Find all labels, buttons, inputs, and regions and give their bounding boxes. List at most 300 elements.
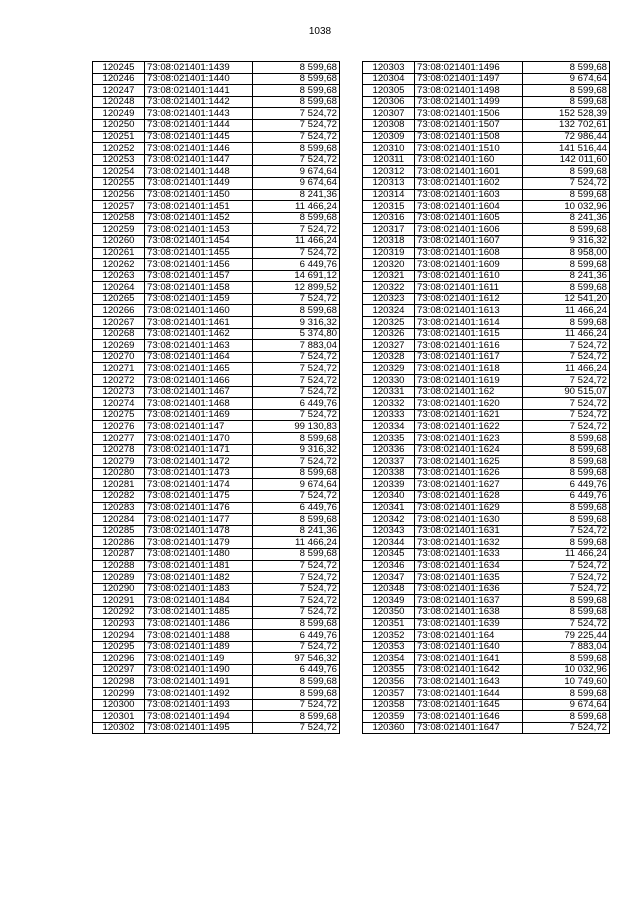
value-cell: 11 466,24 (523, 548, 610, 560)
row-number-cell: 120315 (363, 201, 415, 213)
row-number-cell: 120354 (363, 653, 415, 665)
table-row (93, 572, 340, 584)
row-number-cell: 120301 (93, 711, 145, 723)
row-number-cell: 120322 (363, 282, 415, 294)
row-number-cell: 120263 (93, 270, 145, 282)
table-row (363, 572, 610, 584)
value-cell: 8 599,68 (253, 548, 340, 560)
table-row (363, 247, 610, 259)
row-number-cell: 120277 (93, 433, 145, 445)
value-cell: 8 599,68 (523, 85, 610, 97)
table-row (93, 363, 340, 375)
value-cell: 7 524,72 (523, 525, 610, 537)
table-row (363, 525, 610, 537)
table-row (93, 235, 340, 247)
cadastral-number-cell: 73:08:021401:1619 (415, 375, 523, 387)
row-number-cell: 120258 (93, 212, 145, 224)
table-row (93, 409, 340, 421)
cadastral-number-cell: 73:08:021401:1601 (415, 166, 523, 178)
row-number-cell: 120317 (363, 224, 415, 236)
row-number-cell: 120265 (93, 293, 145, 305)
row-number-cell: 120312 (363, 166, 415, 178)
cadastral-number-cell: 73:08:021401:1455 (145, 247, 253, 259)
value-cell: 7 524,72 (523, 583, 610, 595)
value-cell: 8 599,68 (253, 433, 340, 445)
value-cell: 8 599,68 (523, 537, 610, 549)
cadastral-number-cell: 73:08:021401:1481 (145, 560, 253, 572)
row-number-cell: 120313 (363, 177, 415, 189)
value-cell: 11 466,24 (253, 537, 340, 549)
row-number-cell: 120274 (93, 398, 145, 410)
row-number-cell: 120260 (93, 235, 145, 247)
row-number-cell: 120347 (363, 572, 415, 584)
table-row (93, 398, 340, 410)
cadastral-number-cell: 73:08:021401:1454 (145, 235, 253, 247)
row-number-cell: 120336 (363, 444, 415, 456)
table-row (93, 85, 340, 97)
cadastral-number-cell: 73:08:021401:1641 (415, 653, 523, 665)
row-number-cell: 120282 (93, 490, 145, 502)
value-cell: 9 674,64 (523, 73, 610, 85)
row-number-cell: 120269 (93, 340, 145, 352)
value-cell: 8 599,68 (523, 282, 610, 294)
value-cell: 7 524,72 (253, 293, 340, 305)
cadastral-number-cell: 73:08:021401:1473 (145, 467, 253, 479)
table-row (93, 293, 340, 305)
cadastral-number-cell: 73:08:021401:1606 (415, 224, 523, 236)
value-cell: 6 449,76 (523, 479, 610, 491)
value-cell: 8 599,68 (523, 96, 610, 108)
value-cell: 8 599,68 (253, 467, 340, 479)
row-number-cell: 120252 (93, 143, 145, 155)
row-number-cell: 120280 (93, 467, 145, 479)
left-table-body (93, 62, 340, 734)
table-row (93, 96, 340, 108)
table-row (363, 363, 610, 375)
table-row (93, 664, 340, 676)
cadastral-number-cell: 73:08:021401:1466 (145, 375, 253, 387)
row-number-cell: 120245 (93, 62, 145, 74)
value-cell: 8 599,68 (523, 711, 610, 723)
row-number-cell: 120335 (363, 433, 415, 445)
cadastral-number-cell: 73:08:021401:1618 (415, 363, 523, 375)
cadastral-number-cell: 73:08:021401:1630 (415, 514, 523, 526)
cadastral-number-cell: 73:08:021401:164 (415, 630, 523, 642)
table-row (363, 259, 610, 271)
value-cell: 8 599,68 (253, 514, 340, 526)
cadastral-number-cell: 73:08:021401:1444 (145, 119, 253, 131)
table-row (93, 108, 340, 120)
cadastral-number-cell: 73:08:021401:1624 (415, 444, 523, 456)
row-number-cell: 120288 (93, 560, 145, 572)
cadastral-number-cell: 73:08:021401:1498 (415, 85, 523, 97)
table-row (363, 189, 610, 201)
row-number-cell: 120300 (93, 699, 145, 711)
row-number-cell: 120346 (363, 560, 415, 572)
value-cell: 8 599,68 (523, 189, 610, 201)
cadastral-number-cell: 73:08:021401:1449 (145, 177, 253, 189)
value-cell: 8 599,68 (523, 166, 610, 178)
value-cell: 7 524,72 (253, 131, 340, 143)
cadastral-number-cell: 73:08:021401:1620 (415, 398, 523, 410)
table-row (363, 96, 610, 108)
cadastral-number-cell: 73:08:021401:1465 (145, 363, 253, 375)
row-number-cell: 120326 (363, 328, 415, 340)
row-number-cell: 120306 (363, 96, 415, 108)
table-row (363, 479, 610, 491)
cadastral-number-cell: 73:08:021401:1603 (415, 189, 523, 201)
cadastral-number-cell: 73:08:021401:1479 (145, 537, 253, 549)
value-cell: 72 986,44 (523, 131, 610, 143)
table-row (363, 317, 610, 329)
table-row (363, 606, 610, 618)
value-cell: 10 032,96 (523, 664, 610, 676)
value-cell: 7 524,72 (253, 606, 340, 618)
table-row (363, 166, 610, 178)
cadastral-number-cell: 73:08:021401:1625 (415, 456, 523, 468)
table-row (93, 212, 340, 224)
value-cell: 8 599,68 (523, 456, 610, 468)
table-row (93, 711, 340, 723)
value-cell: 7 524,72 (253, 490, 340, 502)
row-number-cell: 120270 (93, 351, 145, 363)
row-number-cell: 120271 (93, 363, 145, 375)
value-cell: 9 316,32 (253, 317, 340, 329)
table-row (363, 490, 610, 502)
table-row (363, 328, 610, 340)
cadastral-number-cell: 73:08:021401:1627 (415, 479, 523, 491)
cadastral-number-cell: 73:08:021401:1462 (145, 328, 253, 340)
value-cell: 8 241,36 (523, 212, 610, 224)
value-cell: 152 528,39 (523, 108, 610, 120)
cadastral-number-cell: 73:08:021401:1469 (145, 409, 253, 421)
table-row (93, 514, 340, 526)
row-number-cell: 120356 (363, 676, 415, 688)
row-number-cell: 120309 (363, 131, 415, 143)
cadastral-number-cell: 73:08:021401:1489 (145, 641, 253, 653)
value-cell: 6 449,76 (253, 502, 340, 514)
value-cell: 9 316,32 (523, 235, 610, 247)
row-number-cell: 120334 (363, 421, 415, 433)
value-cell: 8 599,68 (523, 259, 610, 271)
table-row (93, 351, 340, 363)
cadastral-number-cell: 73:08:021401:1622 (415, 421, 523, 433)
cadastral-number-cell: 73:08:021401:1637 (415, 595, 523, 607)
row-number-cell: 120359 (363, 711, 415, 723)
row-number-cell: 120279 (93, 456, 145, 468)
table-row (363, 456, 610, 468)
table-row (363, 548, 610, 560)
value-cell: 9 316,32 (253, 444, 340, 456)
row-number-cell: 120251 (93, 131, 145, 143)
cadastral-number-cell: 73:08:021401:1488 (145, 630, 253, 642)
value-cell: 8 599,68 (523, 62, 610, 74)
cadastral-number-cell: 73:08:021401:1461 (145, 317, 253, 329)
row-number-cell: 120293 (93, 618, 145, 630)
table-row (93, 653, 340, 665)
table-row (363, 154, 610, 166)
cadastral-number-cell: 73:08:021401:1638 (415, 606, 523, 618)
table-row (363, 201, 610, 213)
table-row (363, 688, 610, 700)
cadastral-number-cell: 73:08:021401:1492 (145, 688, 253, 700)
row-number-cell: 120259 (93, 224, 145, 236)
cadastral-number-cell: 73:08:021401:1643 (415, 676, 523, 688)
row-number-cell: 120256 (93, 189, 145, 201)
cadastral-number-cell: 73:08:021401:1607 (415, 235, 523, 247)
row-number-cell: 120272 (93, 375, 145, 387)
value-cell: 12 541,20 (523, 293, 610, 305)
value-cell: 7 524,72 (523, 421, 610, 433)
value-cell: 6 449,76 (253, 664, 340, 676)
row-number-cell: 120342 (363, 514, 415, 526)
value-cell: 7 524,72 (253, 363, 340, 375)
table-row (363, 85, 610, 97)
table-row (93, 502, 340, 514)
value-cell: 9 674,64 (523, 699, 610, 711)
table-row (93, 224, 340, 236)
row-number-cell: 120267 (93, 317, 145, 329)
right-register-table (362, 61, 610, 734)
table-row (363, 386, 610, 398)
value-cell: 12 899,52 (253, 282, 340, 294)
value-cell: 7 524,72 (253, 572, 340, 584)
value-cell: 8 599,68 (253, 73, 340, 85)
value-cell: 132 702,61 (523, 119, 610, 131)
value-cell: 8 599,68 (253, 62, 340, 74)
value-cell: 7 524,72 (253, 641, 340, 653)
value-cell: 7 524,72 (523, 409, 610, 421)
cadastral-number-cell: 73:08:021401:1496 (415, 62, 523, 74)
cadastral-number-cell: 73:08:021401:1631 (415, 525, 523, 537)
value-cell: 8 599,68 (523, 688, 610, 700)
table-row (93, 560, 340, 572)
row-number-cell: 120331 (363, 386, 415, 398)
cadastral-number-cell: 73:08:021401:1491 (145, 676, 253, 688)
cadastral-number-cell: 73:08:021401:1510 (415, 143, 523, 155)
row-number-cell: 120307 (363, 108, 415, 120)
value-cell: 7 524,72 (253, 699, 340, 711)
cadastral-number-cell: 73:08:021401:1490 (145, 664, 253, 676)
value-cell: 7 524,72 (253, 375, 340, 387)
cadastral-number-cell: 73:08:021401:1506 (415, 108, 523, 120)
table-row (363, 664, 610, 676)
value-cell: 8 599,68 (523, 224, 610, 236)
left-register-table (92, 61, 340, 734)
table-row (93, 525, 340, 537)
table-row (363, 282, 610, 294)
page-number: 1038 (308, 26, 332, 37)
cadastral-number-cell: 73:08:021401:1460 (145, 305, 253, 317)
value-cell: 7 524,72 (253, 409, 340, 421)
row-number-cell: 120257 (93, 201, 145, 213)
table-row (363, 131, 610, 143)
row-number-cell: 120328 (363, 351, 415, 363)
value-cell: 8 599,68 (253, 305, 340, 317)
value-cell: 11 466,24 (523, 328, 610, 340)
cadastral-number-cell: 73:08:021401:1628 (415, 490, 523, 502)
table-row (363, 351, 610, 363)
value-cell: 7 524,72 (253, 154, 340, 166)
value-cell: 8 599,68 (523, 595, 610, 607)
cadastral-number-cell: 73:08:021401:1448 (145, 166, 253, 178)
cadastral-number-cell: 73:08:021401:1497 (415, 73, 523, 85)
row-number-cell: 120338 (363, 467, 415, 479)
table-row (93, 119, 340, 131)
row-number-cell: 120261 (93, 247, 145, 259)
value-cell: 7 524,72 (523, 177, 610, 189)
cadastral-number-cell: 73:08:021401:1615 (415, 328, 523, 340)
cadastral-number-cell: 73:08:021401:1441 (145, 85, 253, 97)
value-cell: 7 524,72 (253, 583, 340, 595)
value-cell: 7 524,72 (523, 722, 610, 734)
value-cell: 7 524,72 (523, 351, 610, 363)
row-number-cell: 120248 (93, 96, 145, 108)
table-row (93, 247, 340, 259)
cadastral-number-cell: 73:08:021401:1452 (145, 212, 253, 224)
value-cell: 79 225,44 (523, 630, 610, 642)
table-row (363, 502, 610, 514)
value-cell: 7 883,04 (253, 340, 340, 352)
cadastral-number-cell: 73:08:021401:1633 (415, 548, 523, 560)
row-number-cell: 120332 (363, 398, 415, 410)
row-number-cell: 120318 (363, 235, 415, 247)
cadastral-number-cell: 73:08:021401:1478 (145, 525, 253, 537)
table-row (93, 641, 340, 653)
cadastral-number-cell: 73:08:021401:1604 (415, 201, 523, 213)
cadastral-number-cell: 73:08:021401:1471 (145, 444, 253, 456)
table-row (93, 688, 340, 700)
cadastral-number-cell: 73:08:021401:1445 (145, 131, 253, 143)
value-cell: 11 466,24 (253, 235, 340, 247)
value-cell: 7 524,72 (253, 119, 340, 131)
cadastral-number-cell: 73:08:021401:1623 (415, 433, 523, 445)
row-number-cell: 120281 (93, 479, 145, 491)
table-row (363, 409, 610, 421)
row-number-cell: 120360 (363, 722, 415, 734)
value-cell: 8 599,68 (523, 444, 610, 456)
table-row (363, 177, 610, 189)
row-number-cell: 120292 (93, 606, 145, 618)
cadastral-number-cell: 73:08:021401:1645 (415, 699, 523, 711)
row-number-cell: 120352 (363, 630, 415, 642)
value-cell: 6 449,76 (253, 630, 340, 642)
table-row (93, 386, 340, 398)
cadastral-number-cell: 73:08:021401:1443 (145, 108, 253, 120)
table-row (93, 456, 340, 468)
cadastral-number-cell: 73:08:021401:1447 (145, 154, 253, 166)
row-number-cell: 120327 (363, 340, 415, 352)
row-number-cell: 120339 (363, 479, 415, 491)
row-number-cell: 120305 (363, 85, 415, 97)
row-number-cell: 120266 (93, 305, 145, 317)
row-number-cell: 120341 (363, 502, 415, 514)
table-row (363, 305, 610, 317)
row-number-cell: 120298 (93, 676, 145, 688)
table-row (93, 131, 340, 143)
cadastral-number-cell: 73:08:021401:147 (145, 421, 253, 433)
value-cell: 8 599,68 (523, 467, 610, 479)
table-row (93, 676, 340, 688)
cadastral-number-cell: 73:08:021401:1494 (145, 711, 253, 723)
value-cell: 142 011,60 (523, 154, 610, 166)
cadastral-number-cell: 73:08:021401:149 (145, 653, 253, 665)
value-cell: 7 524,72 (523, 340, 610, 352)
row-number-cell: 120302 (93, 722, 145, 734)
table-row (93, 259, 340, 271)
cadastral-number-cell: 73:08:021401:1450 (145, 189, 253, 201)
value-cell: 8 599,68 (523, 606, 610, 618)
table-row (93, 62, 340, 74)
cadastral-number-cell: 73:08:021401:1635 (415, 572, 523, 584)
row-number-cell: 120337 (363, 456, 415, 468)
value-cell: 11 466,24 (523, 305, 610, 317)
row-number-cell: 120323 (363, 293, 415, 305)
row-number-cell: 120296 (93, 653, 145, 665)
cadastral-number-cell: 73:08:021401:1644 (415, 688, 523, 700)
table-row (363, 444, 610, 456)
cadastral-number-cell: 73:08:021401:1480 (145, 548, 253, 560)
row-number-cell: 120283 (93, 502, 145, 514)
cadastral-number-cell: 73:08:021401:1453 (145, 224, 253, 236)
row-number-cell: 120340 (363, 490, 415, 502)
table-row (93, 189, 340, 201)
value-cell: 8 599,68 (523, 514, 610, 526)
value-cell: 8 599,68 (253, 85, 340, 97)
value-cell: 8 599,68 (253, 212, 340, 224)
cadastral-number-cell: 73:08:021401:1609 (415, 259, 523, 271)
table-row (93, 166, 340, 178)
cadastral-number-cell: 73:08:021401:1493 (145, 699, 253, 711)
row-number-cell: 120350 (363, 606, 415, 618)
row-number-cell: 120310 (363, 143, 415, 155)
table-row (363, 514, 610, 526)
row-number-cell: 120345 (363, 548, 415, 560)
cadastral-number-cell: 73:08:021401:1477 (145, 514, 253, 526)
value-cell: 7 524,72 (523, 375, 610, 387)
row-number-cell: 120319 (363, 247, 415, 259)
cadastral-number-cell: 73:08:021401:1442 (145, 96, 253, 108)
table-row (93, 201, 340, 213)
cadastral-number-cell: 73:08:021401:1457 (145, 270, 253, 282)
row-number-cell: 120320 (363, 259, 415, 271)
value-cell: 8 241,36 (253, 189, 340, 201)
table-row (363, 711, 610, 723)
row-number-cell: 120273 (93, 386, 145, 398)
cadastral-number-cell: 73:08:021401:1612 (415, 293, 523, 305)
cadastral-number-cell: 73:08:021401:1499 (415, 96, 523, 108)
table-row (363, 583, 610, 595)
value-cell: 8 241,36 (253, 525, 340, 537)
cadastral-number-cell: 73:08:021401:1495 (145, 722, 253, 734)
table-row (93, 317, 340, 329)
row-number-cell: 120311 (363, 154, 415, 166)
row-number-cell: 120304 (363, 73, 415, 85)
cadastral-number-cell: 73:08:021401:1605 (415, 212, 523, 224)
cadastral-number-cell: 73:08:021401:1632 (415, 537, 523, 549)
table-row (93, 722, 340, 734)
value-cell: 5 374,80 (253, 328, 340, 340)
value-cell: 10 749,60 (523, 676, 610, 688)
table-row (93, 340, 340, 352)
value-cell: 7 524,72 (253, 351, 340, 363)
cadastral-number-cell: 73:08:021401:1610 (415, 270, 523, 282)
row-number-cell: 120290 (93, 583, 145, 595)
row-number-cell: 120255 (93, 177, 145, 189)
cadastral-number-cell: 73:08:021401:1475 (145, 490, 253, 502)
table-row (93, 467, 340, 479)
value-cell: 97 546,32 (253, 653, 340, 665)
